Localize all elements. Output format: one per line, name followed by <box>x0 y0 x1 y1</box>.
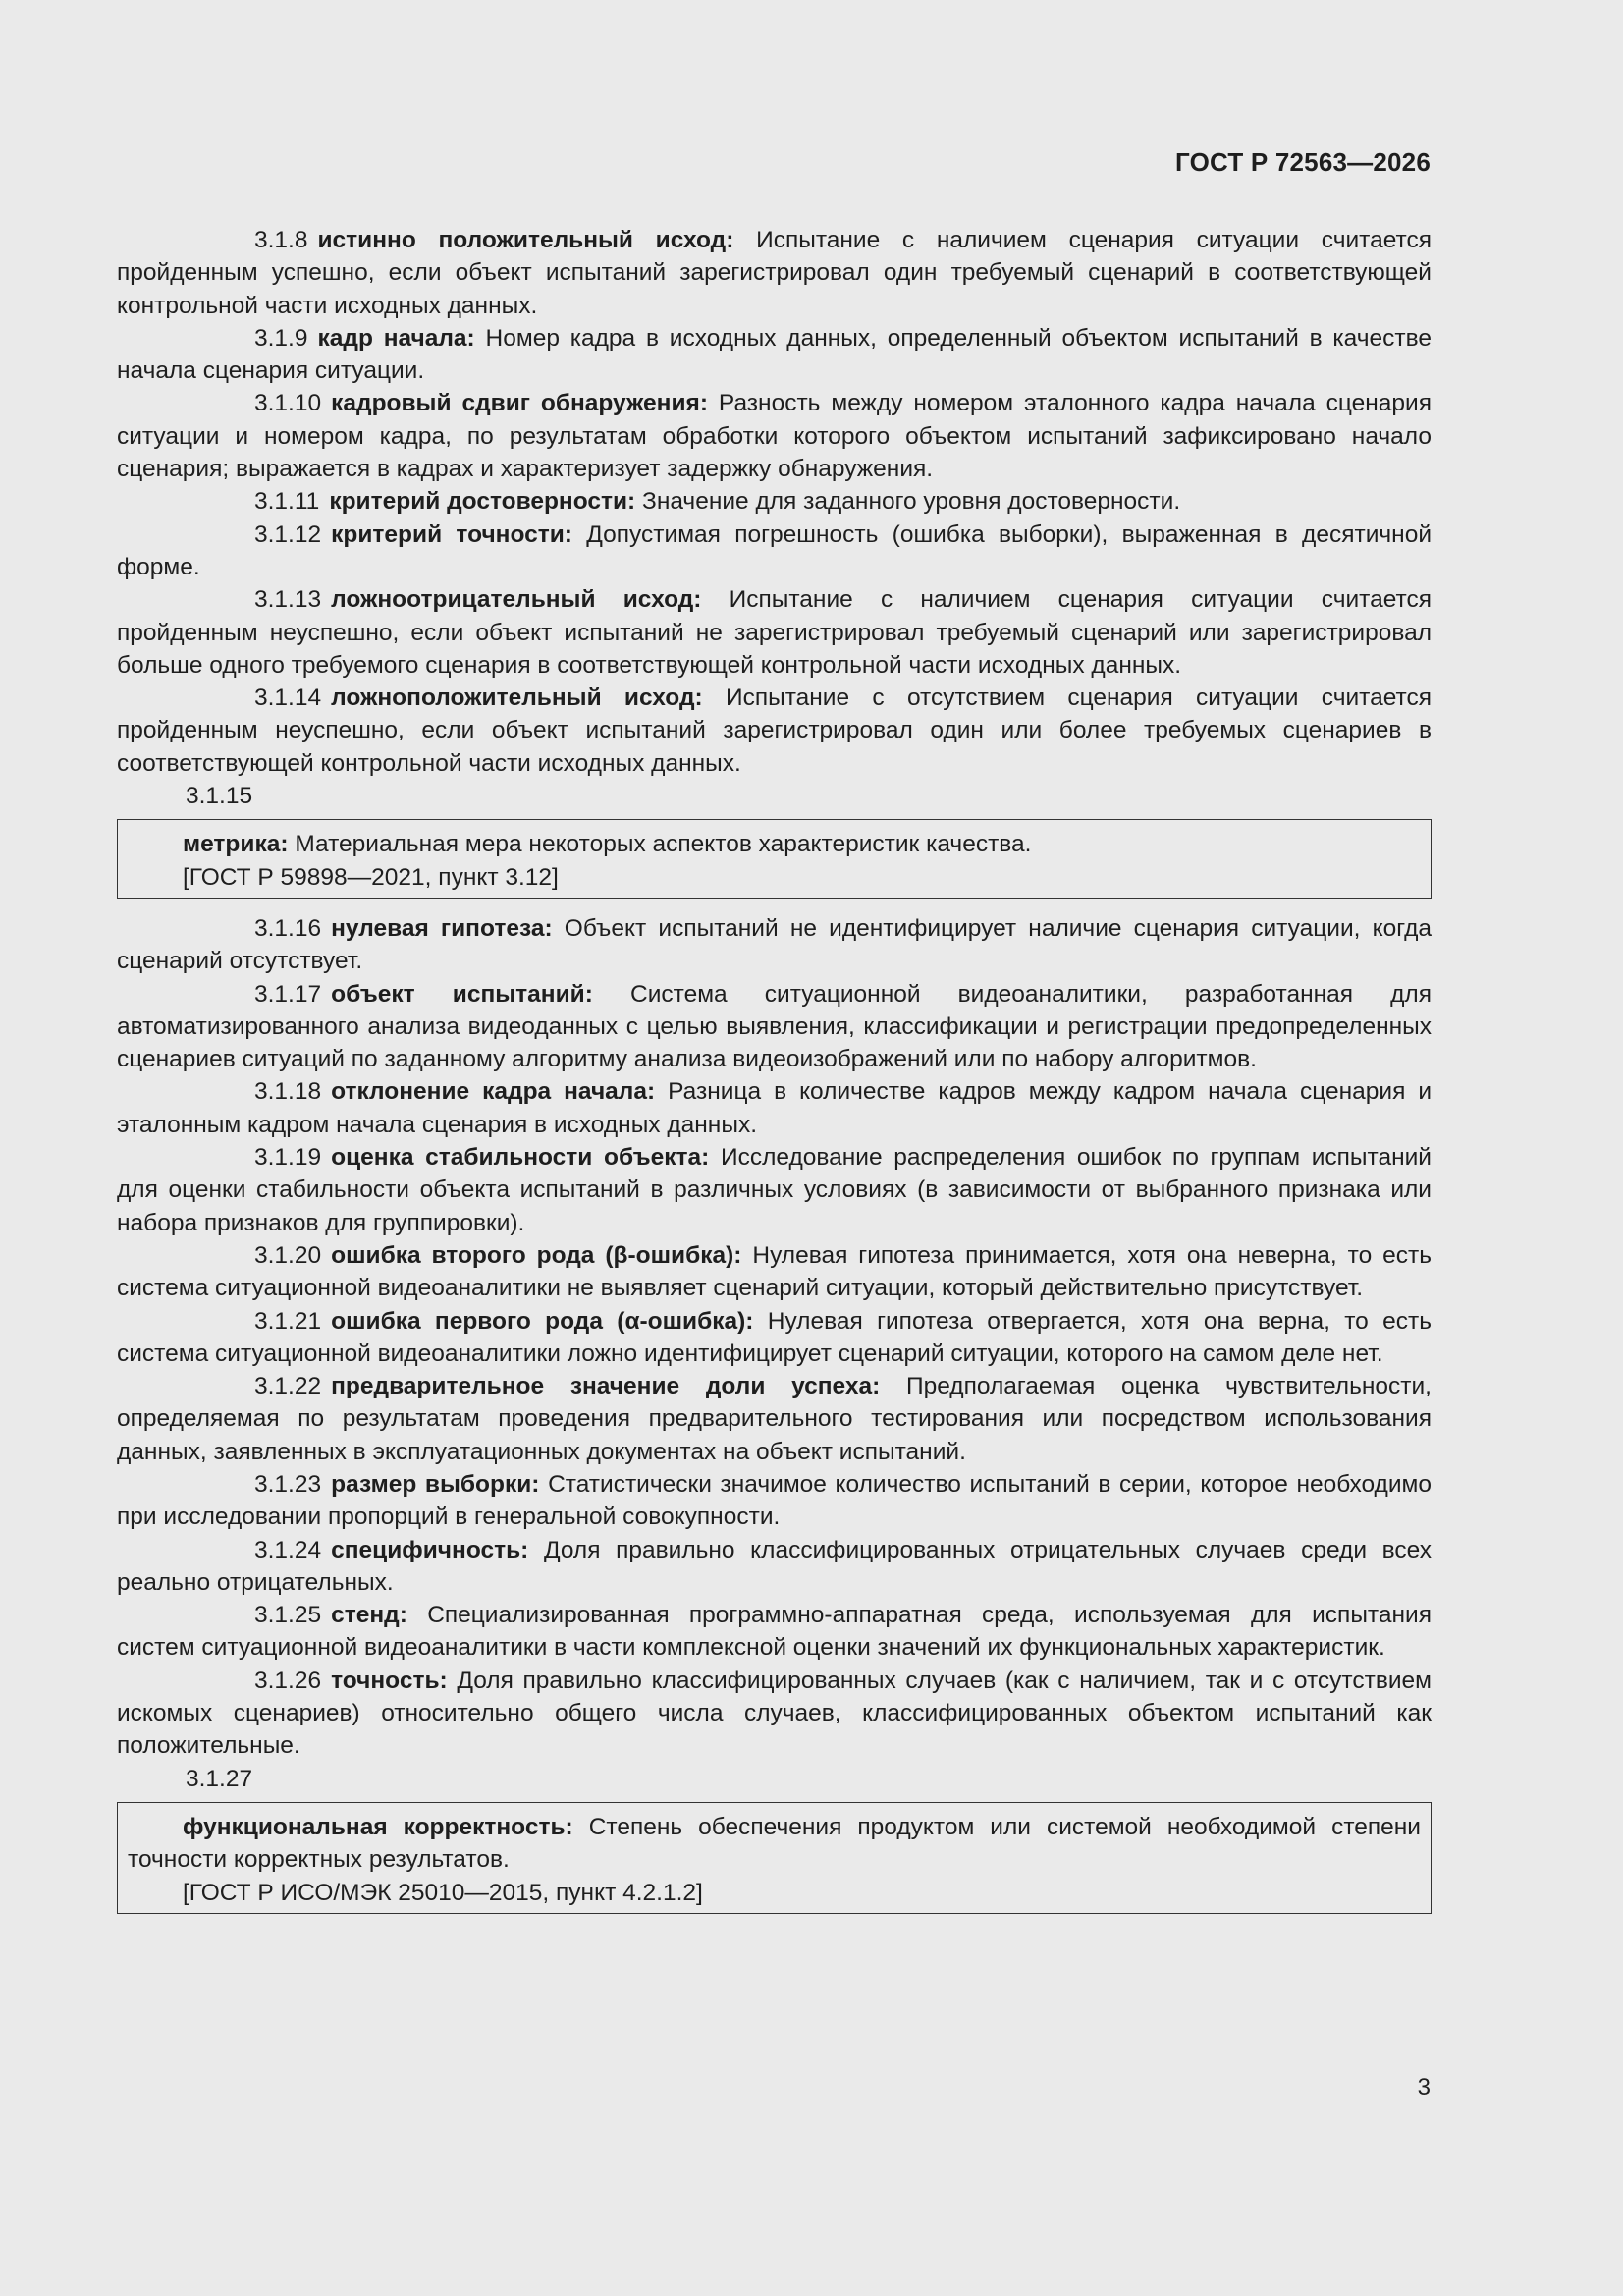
definition-text: Нулевая гипотеза отвергается, хотя она верна, то есть система ситуационной видеоаналитики ложно идентифицирует сценарий ситуации, которого на самом деле нет. <box>117 1307 1432 1367</box>
definition-term: специфичность: <box>331 1536 529 1563</box>
definition-term: объект испытаний: <box>331 980 593 1008</box>
definition-text: Предполагаемая оценка чувствительности, определяемая по результатам проведения предварительного тестирования или посредством использования данных, заявленных в эксплуатационных документах на объект испытаний. <box>117 1373 1432 1465</box>
definition-text: Разница в количестве кадров между кадром начала сценария и эталонным кадром начала сценария в исходных данных. <box>117 1078 1433 1138</box>
boxed-definition-body <box>128 828 1421 860</box>
definition-term: стенд: <box>331 1602 407 1629</box>
definition-3-1-18 <box>117 1075 1432 1141</box>
definition-term: истинно положительный исход: <box>317 227 734 253</box>
definition-text: Объект испытаний не идентифицирует наличие сценария ситуации, когда сценарий отсутствует. <box>117 914 1432 975</box>
definition-3-1-25 <box>117 1599 1432 1665</box>
definition-number: 3.1.21 <box>254 1307 322 1335</box>
definition-3-1-13 <box>117 583 1432 682</box>
definition-number: 3.1.16 <box>254 914 322 942</box>
definition-number: 3.1.14 <box>254 684 322 712</box>
boxed-definition-body <box>128 1811 1421 1877</box>
definition-term: нулевая гипотеза: <box>331 914 553 942</box>
definition-number: 3.1.18 <box>254 1078 322 1106</box>
definition-3-1-12 <box>117 519 1432 584</box>
definition-3-1-20 <box>117 1239 1432 1305</box>
definition-number: 3.1.10 <box>254 390 322 417</box>
definition-text: Испытание с отсутствием сценария ситуации считается пройденным неуспешно, если объект испытаний зарегистрировал один или более требуемых сценариев в соответствующей контрольной части исходных данных. <box>117 684 1432 777</box>
definition-term: критерий точности: <box>331 520 572 548</box>
source-reference: [ГОСТ Р ИСО/МЭК 25010—2015, пункт 4.2.1.2] <box>183 1879 703 1906</box>
definition-3-1-26 <box>117 1665 1432 1763</box>
definition-3-1-9 <box>117 322 1432 388</box>
definition-number: 3.1.17 <box>254 980 322 1008</box>
definition-text: Значение для заданного уровня достоверности. <box>642 488 1181 516</box>
boxed-definition-functional-correctness <box>117 1802 1432 1914</box>
definition-3-1-19 <box>117 1141 1432 1239</box>
definition-text: Номер кадра в исходных данных, определенный объектом испытаний в качестве начала сценария ситуации. <box>117 324 1432 385</box>
definition-number: 3.1.22 <box>254 1373 322 1400</box>
definition-number: 3.1.24 <box>254 1536 322 1563</box>
definition-number: 3.1.8 <box>254 227 308 253</box>
definition-3-1-8 <box>117 224 1432 322</box>
definition-3-1-16 <box>117 912 1432 978</box>
definition-term: кадровый сдвиг обнаружения: <box>331 390 708 417</box>
definition-text: Доля правильно классифицированных отрицательных случаев среди всех реально отрицательных. <box>117 1536 1432 1596</box>
definition-term: ложноположительный исход: <box>331 684 703 712</box>
standard-header: ГОСТ Р 72563—2026 <box>1175 147 1431 177</box>
boxed-definition-number: 3.1.27 <box>186 1765 253 1792</box>
definition-number: 3.1.26 <box>254 1667 322 1694</box>
definition-number: 3.1.13 <box>254 586 322 614</box>
definition-term: точность: <box>331 1667 448 1694</box>
definition-term: кадр начала: <box>317 324 475 352</box>
definition-text: Система ситуационной видеоаналитики, разработанная для автоматизированного анализа видеоданных с целью выявления, классификации и регистрации предопределенных сценариев ситуаций по заданному алгоритму анализа видеоизображений или по набору алгоритмов. <box>117 980 1432 1073</box>
definition-term: отклонение кадра начала: <box>331 1078 656 1106</box>
definition-term: ложноотрицательный исход: <box>331 586 702 614</box>
definition-term: ошибка второго рода (β-ошибка): <box>331 1241 742 1269</box>
definition-3-1-11 <box>117 485 1432 518</box>
definition-text: Статистически значимое количество испытаний в серии, которое необходимо при исследовании пропорций в генеральной совокупности. <box>117 1470 1432 1531</box>
page-number: 3 <box>1417 2074 1431 2101</box>
definition-3-1-17 <box>117 978 1432 1076</box>
definition-term: размер выборки: <box>331 1470 540 1498</box>
definition-term: критерий достоверности: <box>329 488 636 516</box>
entries-block-1 <box>117 224 1432 780</box>
definition-text: Разность между номером эталонного кадра начала сценария ситуации и номером кадра, по результатам обработки которого объектом испытаний зафиксировано начало сценария; выражается в кадрах и характеризует задержку обнаружения. <box>117 390 1432 483</box>
definition-3-1-14 <box>117 682 1432 780</box>
definition-text: Доля правильно классифицированных случаев (как с наличием, так и с отсутствием искомых сценариев) относительно общего числа случаев, классифицированных объектом испытаний как положительные. <box>117 1667 1432 1760</box>
definition-3-1-24 <box>117 1534 1432 1600</box>
definition-term: функциональная корректность: <box>183 1813 573 1840</box>
definition-text: Специализированная программно-аппаратная среда, используемая для испытания систем ситуационной видеоаналитики в части комплексной оценки значений их функциональных характеристик. <box>117 1602 1432 1662</box>
definition-text: Нулевая гипотеза принимается, хотя она неверна, то есть система ситуационной видеоаналитики не выявляет сценарий ситуации, который действительно присутствует. <box>117 1241 1433 1302</box>
boxed-definition-metric <box>117 819 1432 899</box>
definition-term: метрика: <box>183 831 289 858</box>
definition-number: 3.1.25 <box>254 1602 322 1629</box>
definition-term: ошибка первого рода (α-ошибка): <box>331 1307 754 1335</box>
entries-block-2 <box>117 912 1432 1763</box>
definition-number: 3.1.19 <box>254 1144 322 1172</box>
definition-number: 3.1.20 <box>254 1241 322 1269</box>
definition-text: Материальная мера некоторых аспектов характеристик качества. <box>295 831 1032 858</box>
definition-text: Испытание с наличием сценария ситуации считается пройденным успешно, если объект испытаний зарегистрировал один требуемый сценарий в соответствующей контрольной части исходных данных. <box>117 227 1433 319</box>
definition-text: Испытание с наличием сценария ситуации считается пройденным неуспешно, если объект испытаний не зарегистрировал требуемый сценарий или зарегистрировал больше одного требуемого сценария в соответствующей контрольной части исходных данных. <box>117 586 1432 679</box>
definition-3-1-21 <box>117 1305 1432 1371</box>
definition-term: оценка стабильности объекта: <box>331 1144 710 1172</box>
definition-number: 3.1.9 <box>254 324 308 352</box>
definition-number: 3.1.23 <box>254 1470 322 1498</box>
definition-3-1-23 <box>117 1468 1432 1534</box>
source-reference: [ГОСТ Р 59898—2021, пункт 3.12] <box>183 863 559 891</box>
definition-3-1-10 <box>117 387 1432 485</box>
boxed-definition-number: 3.1.15 <box>186 783 253 810</box>
definition-text: Исследование распределения ошибок по группам испытаний для оценки стабильности объекта испытаний в различных условиях (в зависимости от выбранного признака или набора признаков для группировки). <box>117 1144 1432 1236</box>
definition-text: Допустимая погрешность (ошибка выборки), выраженная в десятичной форме. <box>117 520 1432 580</box>
definition-number: 3.1.11 <box>254 488 320 516</box>
definitions-list <box>117 224 1432 1928</box>
definition-text: Степень обеспечения продуктом или системой необходимой степени точности корректных результатов. <box>128 1813 1421 1874</box>
definition-term: предварительное значение доли успеха: <box>331 1373 881 1400</box>
definition-number: 3.1.12 <box>254 520 322 548</box>
definition-3-1-22 <box>117 1370 1432 1468</box>
